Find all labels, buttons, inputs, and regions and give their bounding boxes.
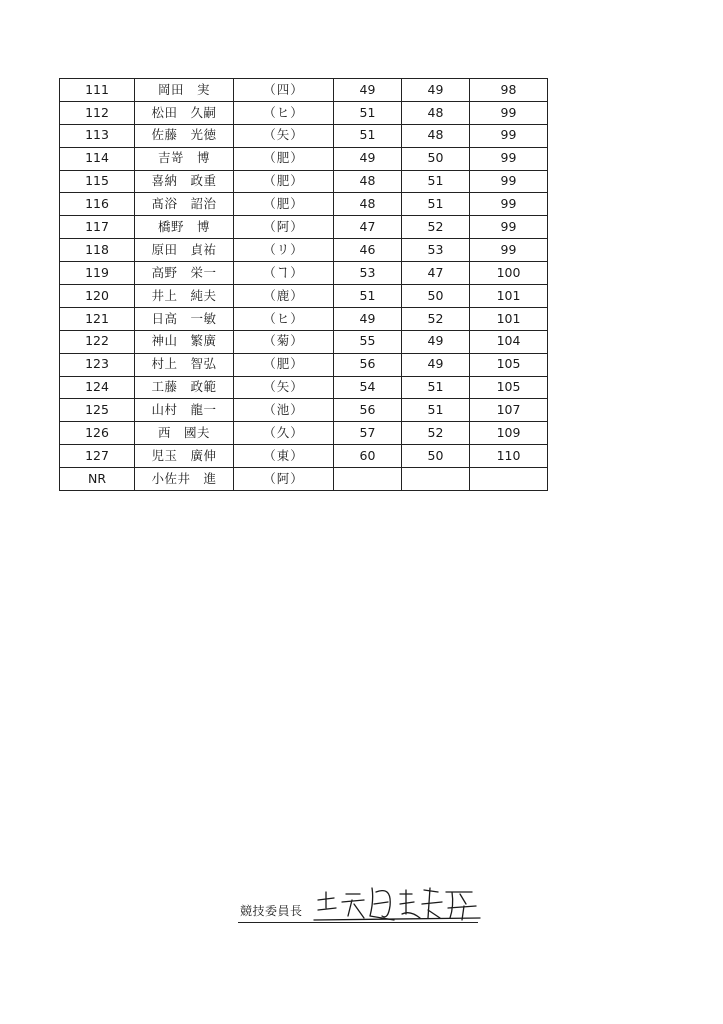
club-cell: （肥） [234,170,334,193]
table-row [60,262,548,285]
rank-cell: 123 [60,353,135,376]
out-score-cell [334,468,402,491]
rank-cell: 117 [60,216,135,239]
total-score-cell: 98 [470,79,548,102]
rank-cell: 114 [60,147,135,170]
in-score-cell: 51 [402,170,470,193]
name-cell: 西 國夫 [135,422,234,445]
out-score-cell: 47 [334,216,402,239]
rank-cell: 119 [60,262,135,285]
name-cell: 工藤 政範 [135,376,234,399]
in-score-cell: 47 [402,262,470,285]
results-body [60,79,548,491]
out-score-cell: 51 [334,285,402,308]
out-score-cell: 48 [334,170,402,193]
rank-cell: 125 [60,399,135,422]
total-score-cell: 105 [470,353,548,376]
table-row [60,170,548,193]
name-cell: 原田 貞祐 [135,239,234,262]
in-score-cell: 52 [402,216,470,239]
out-score-cell: 48 [334,193,402,216]
name-cell: 岡田 実 [135,79,234,102]
in-score-cell: 50 [402,147,470,170]
club-cell: （リ） [234,239,334,262]
club-cell: （鹿） [234,285,334,308]
club-cell: （肥） [234,193,334,216]
rank-cell: 127 [60,445,135,468]
total-score-cell: 110 [470,445,548,468]
out-score-cell: 49 [334,307,402,330]
rank-cell: 111 [60,79,135,102]
name-cell: 喜納 政重 [135,170,234,193]
in-score-cell: 52 [402,307,470,330]
total-score-cell: 99 [470,101,548,124]
club-cell: （肥） [234,147,334,170]
out-score-cell: 57 [334,422,402,445]
table-row [60,422,548,445]
table-row [60,445,548,468]
name-cell: 佐藤 光徳 [135,124,234,147]
name-cell: 村上 智弘 [135,353,234,376]
in-score-cell: 49 [402,79,470,102]
out-score-cell: 51 [334,101,402,124]
club-cell: （ヒ） [234,101,334,124]
table-row [60,239,548,262]
rank-cell: 115 [60,170,135,193]
table-row [60,285,548,308]
total-score-cell: 99 [470,216,548,239]
club-cell: （久） [234,422,334,445]
club-cell: （池） [234,399,334,422]
club-cell: （四） [234,79,334,102]
in-score-cell: 51 [402,376,470,399]
club-cell: （矢） [234,124,334,147]
out-score-cell: 53 [334,262,402,285]
table-row [60,376,548,399]
table-row [60,468,548,491]
out-score-cell: 60 [334,445,402,468]
name-cell: 高野 栄一 [135,262,234,285]
in-score-cell: 49 [402,353,470,376]
name-cell: 神山 繁廣 [135,330,234,353]
signature-title: 競技委員長 [240,904,303,918]
total-score-cell: 99 [470,170,548,193]
name-cell: 橋野 博 [135,216,234,239]
total-score-cell: 99 [470,147,548,170]
total-score-cell: 99 [470,239,548,262]
name-cell: 松田 久嗣 [135,101,234,124]
club-cell: （東） [234,445,334,468]
in-score-cell: 50 [402,285,470,308]
out-score-cell: 49 [334,147,402,170]
in-score-cell [402,468,470,491]
club-cell: （肥） [234,353,334,376]
rank-cell: 112 [60,101,135,124]
handwritten-signature [312,880,482,928]
out-score-cell: 56 [334,353,402,376]
out-score-cell: 46 [334,239,402,262]
rank-cell: 121 [60,307,135,330]
table-row [60,124,548,147]
total-score-cell [470,468,548,491]
rank-cell: 116 [60,193,135,216]
table-row [60,147,548,170]
name-cell: 山村 龍一 [135,399,234,422]
signature-underline [238,922,478,923]
out-score-cell: 51 [334,124,402,147]
table-row [60,307,548,330]
out-score-cell: 55 [334,330,402,353]
total-score-cell: 99 [470,193,548,216]
in-score-cell: 49 [402,330,470,353]
total-score-cell: 99 [470,124,548,147]
table-row [60,353,548,376]
club-cell: （ヒ） [234,307,334,330]
rank-cell: 124 [60,376,135,399]
table-row [60,330,548,353]
rank-cell: 120 [60,285,135,308]
total-score-cell: 107 [470,399,548,422]
rank-cell: 122 [60,330,135,353]
total-score-cell: 101 [470,285,548,308]
rank-cell: 118 [60,239,135,262]
club-cell: （矢） [234,376,334,399]
out-score-cell: 56 [334,399,402,422]
rank-cell: 113 [60,124,135,147]
out-score-cell: 49 [334,79,402,102]
table-row [60,101,548,124]
club-cell: （菊） [234,330,334,353]
name-cell: 小佐井 進 [135,468,234,491]
name-cell: 井上 純夫 [135,285,234,308]
in-score-cell: 53 [402,239,470,262]
name-cell: 髙浴 詔治 [135,193,234,216]
club-cell: （ヿ） [234,262,334,285]
out-score-cell: 54 [334,376,402,399]
total-score-cell: 104 [470,330,548,353]
in-score-cell: 50 [402,445,470,468]
rank-cell: 126 [60,422,135,445]
table-row [60,79,548,102]
club-cell: （阿） [234,468,334,491]
rank-cell: NR [60,468,135,491]
in-score-cell: 52 [402,422,470,445]
in-score-cell: 51 [402,399,470,422]
name-cell: 日高 一敏 [135,307,234,330]
club-cell: （阿） [234,216,334,239]
table-row [60,216,548,239]
total-score-cell: 109 [470,422,548,445]
in-score-cell: 48 [402,101,470,124]
results-table [59,78,548,491]
signature-block [238,878,488,928]
table-row [60,399,548,422]
name-cell: 吉嵜 博 [135,147,234,170]
name-cell: 児玉 廣伸 [135,445,234,468]
in-score-cell: 51 [402,193,470,216]
total-score-cell: 105 [470,376,548,399]
total-score-cell: 100 [470,262,548,285]
total-score-cell: 101 [470,307,548,330]
in-score-cell: 48 [402,124,470,147]
table-row [60,193,548,216]
